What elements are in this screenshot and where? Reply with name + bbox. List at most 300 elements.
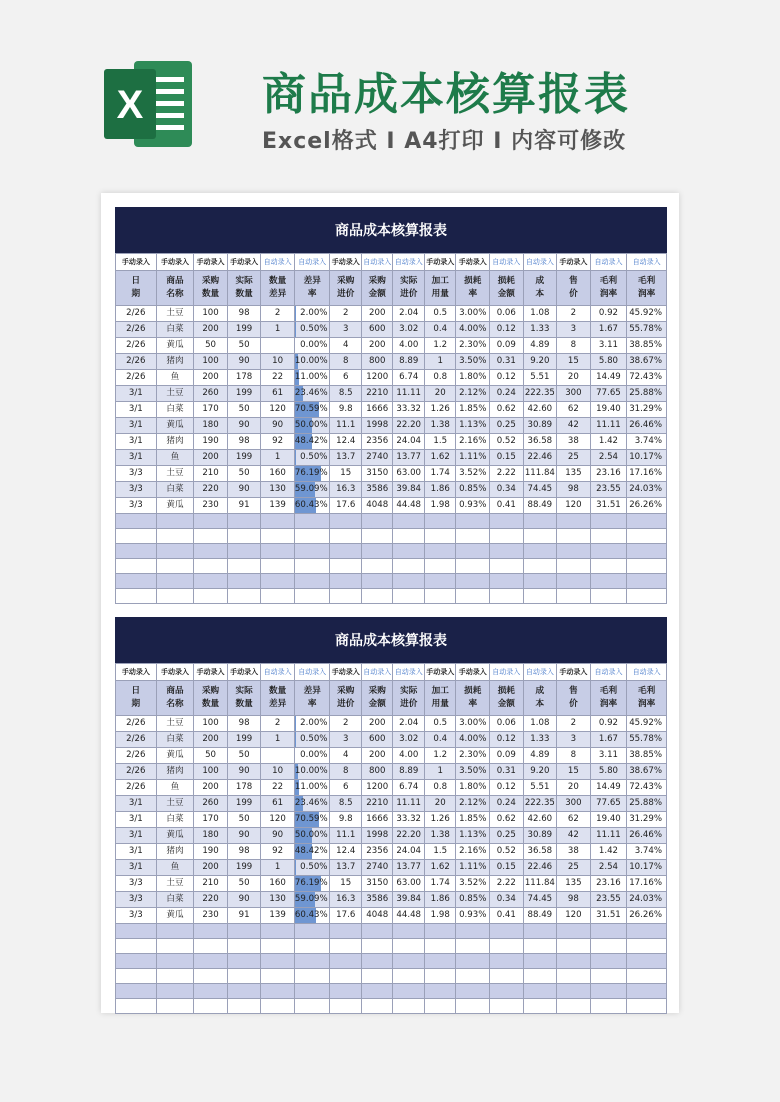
empty-cell[interactable] [456, 924, 490, 939]
empty-cell[interactable] [627, 514, 667, 529]
table-cell[interactable]: 800 [361, 764, 393, 780]
table-cell[interactable]: 22 [261, 780, 295, 796]
table-cell[interactable]: 土豆 [156, 386, 194, 402]
table-cell[interactable]: 160 [261, 466, 295, 482]
table-cell[interactable]: 90 [227, 418, 261, 434]
empty-cell[interactable] [490, 544, 524, 559]
table-cell[interactable]: 26.46% [627, 828, 667, 844]
table-cell[interactable]: 10 [261, 354, 295, 370]
table-cell[interactable]: 26.26% [627, 908, 667, 924]
empty-cell[interactable] [294, 999, 330, 1014]
table-cell[interactable]: 88.49 [523, 908, 557, 924]
table-cell[interactable]: 3/3 [116, 482, 157, 498]
empty-cell[interactable] [424, 514, 456, 529]
table-cell[interactable]: 2.30% [456, 338, 490, 354]
table-cell[interactable]: 0.5 [424, 306, 456, 322]
table-cell[interactable]: 3/1 [116, 450, 157, 466]
table-cell[interactable]: 0.8 [424, 370, 456, 386]
table-cell[interactable]: 2.22 [490, 466, 524, 482]
table-cell[interactable]: 1998 [361, 418, 393, 434]
empty-cell[interactable] [294, 529, 330, 544]
table-cell[interactable]: 23.55 [590, 482, 627, 498]
empty-cell[interactable] [490, 574, 524, 589]
empty-row[interactable] [116, 999, 667, 1014]
table-cell[interactable]: 31.29% [627, 402, 667, 418]
empty-cell[interactable] [424, 544, 456, 559]
table-cell[interactable]: 鱼 [156, 370, 194, 386]
table-cell[interactable]: 17.6 [330, 498, 362, 514]
table-row[interactable] [116, 828, 667, 844]
empty-cell[interactable] [156, 969, 194, 984]
empty-cell[interactable] [116, 514, 157, 529]
table-cell[interactable]: 2.12% [456, 796, 490, 812]
empty-cell[interactable] [627, 939, 667, 954]
empty-row[interactable] [116, 574, 667, 589]
empty-row[interactable] [116, 589, 667, 604]
empty-cell[interactable] [294, 954, 330, 969]
table-cell[interactable]: 42 [557, 828, 591, 844]
table-cell[interactable]: 3.00% [456, 716, 490, 732]
empty-cell[interactable] [194, 924, 228, 939]
empty-cell[interactable] [156, 999, 194, 1014]
table-cell[interactable]: 14.49 [590, 370, 627, 386]
empty-cell[interactable] [361, 924, 393, 939]
table-cell[interactable]: 220 [194, 482, 228, 498]
table-cell[interactable]: 111.84 [523, 466, 557, 482]
diff-rate-cell[interactable] [294, 892, 330, 908]
table-cell[interactable]: 600 [361, 322, 393, 338]
empty-cell[interactable] [456, 939, 490, 954]
table-cell[interactable]: 0.62 [490, 812, 524, 828]
empty-cell[interactable] [116, 969, 157, 984]
table-cell[interactable]: 199 [227, 860, 261, 876]
table-cell[interactable]: 2 [557, 716, 591, 732]
empty-cell[interactable] [156, 939, 194, 954]
table-cell[interactable]: 1666 [361, 812, 393, 828]
table-cell[interactable]: 200 [361, 748, 393, 764]
table-cell[interactable]: 3/1 [116, 812, 157, 828]
empty-cell[interactable] [330, 924, 362, 939]
table-cell[interactable]: 11.11 [393, 386, 425, 402]
empty-cell[interactable] [227, 984, 261, 999]
table-cell[interactable]: 1.74 [424, 876, 456, 892]
empty-cell[interactable] [261, 984, 295, 999]
empty-cell[interactable] [424, 939, 456, 954]
table-cell[interactable]: 90 [227, 482, 261, 498]
empty-cell[interactable] [490, 529, 524, 544]
table-cell[interactable]: 10.17% [627, 450, 667, 466]
empty-cell[interactable] [393, 529, 425, 544]
empty-cell[interactable] [227, 969, 261, 984]
table-cell[interactable]: 17.6 [330, 908, 362, 924]
table-row[interactable] [116, 354, 667, 370]
table-cell[interactable]: 22.20 [393, 828, 425, 844]
table-cell[interactable]: 100 [194, 306, 228, 322]
empty-cell[interactable] [361, 559, 393, 574]
table-cell[interactable]: 0.52 [490, 844, 524, 860]
table-cell[interactable]: 8 [557, 748, 591, 764]
empty-cell[interactable] [194, 589, 228, 604]
table-cell[interactable]: 黄瓜 [156, 748, 194, 764]
table-cell[interactable]: 3/3 [116, 876, 157, 892]
table-cell[interactable]: 4.00 [393, 748, 425, 764]
table-cell[interactable]: 1.42 [590, 434, 627, 450]
table-cell[interactable]: 200 [194, 780, 228, 796]
table-cell[interactable]: 24.04 [393, 434, 425, 450]
empty-cell[interactable] [116, 984, 157, 999]
table-cell[interactable]: 90 [227, 354, 261, 370]
empty-cell[interactable] [557, 514, 591, 529]
table-cell[interactable]: 1 [261, 450, 295, 466]
table-cell[interactable]: 92 [261, 844, 295, 860]
table-cell[interactable]: 38.85% [627, 748, 667, 764]
table-cell[interactable]: 13.77 [393, 450, 425, 466]
empty-cell[interactable] [557, 999, 591, 1014]
table-cell[interactable]: 120 [557, 498, 591, 514]
table-cell[interactable]: 130 [261, 482, 295, 498]
table-cell[interactable]: 91 [227, 908, 261, 924]
table-cell[interactable]: 黄瓜 [156, 498, 194, 514]
empty-cell[interactable] [590, 999, 627, 1014]
table-cell[interactable]: 190 [194, 434, 228, 450]
table-cell[interactable]: 22.46 [523, 450, 557, 466]
table-cell[interactable]: 1 [261, 322, 295, 338]
empty-cell[interactable] [557, 984, 591, 999]
empty-cell[interactable] [261, 574, 295, 589]
table-cell[interactable]: 0.15 [490, 450, 524, 466]
empty-cell[interactable] [490, 984, 524, 999]
empty-cell[interactable] [627, 999, 667, 1014]
table-cell[interactable]: 42.60 [523, 812, 557, 828]
empty-row[interactable] [116, 529, 667, 544]
table-cell[interactable]: 0.85% [456, 482, 490, 498]
table-cell[interactable]: 8 [557, 338, 591, 354]
table-cell[interactable]: 4.00 [393, 338, 425, 354]
table-cell[interactable]: 3.52% [456, 466, 490, 482]
table-cell[interactable]: 3.74% [627, 434, 667, 450]
empty-cell[interactable] [156, 574, 194, 589]
table-cell[interactable]: 0.12 [490, 370, 524, 386]
table-cell[interactable]: 62 [557, 402, 591, 418]
table-cell[interactable]: 3/1 [116, 796, 157, 812]
empty-cell[interactable] [294, 574, 330, 589]
table-cell[interactable]: 土豆 [156, 306, 194, 322]
table-cell[interactable]: 25 [557, 860, 591, 876]
table-cell[interactable]: 0.4 [424, 732, 456, 748]
table-cell[interactable]: 1.08 [523, 306, 557, 322]
table-row[interactable] [116, 418, 667, 434]
table-cell[interactable]: 黄瓜 [156, 418, 194, 434]
empty-cell[interactable] [227, 999, 261, 1014]
table-cell[interactable]: 3/1 [116, 844, 157, 860]
table-cell[interactable]: 50 [227, 876, 261, 892]
empty-cell[interactable] [627, 544, 667, 559]
table-cell[interactable]: 199 [227, 796, 261, 812]
empty-cell[interactable] [361, 544, 393, 559]
table-cell[interactable]: 1.42 [590, 844, 627, 860]
empty-cell[interactable] [557, 544, 591, 559]
empty-cell[interactable] [116, 544, 157, 559]
table-cell[interactable]: 1.86 [424, 482, 456, 498]
table-row[interactable] [116, 860, 667, 876]
empty-cell[interactable] [330, 559, 362, 574]
empty-cell[interactable] [361, 529, 393, 544]
table-cell[interactable]: 45.92% [627, 306, 667, 322]
empty-row[interactable] [116, 544, 667, 559]
diff-rate-cell[interactable] [294, 796, 330, 812]
table-cell[interactable]: 200 [194, 450, 228, 466]
empty-cell[interactable] [361, 514, 393, 529]
table-cell[interactable]: 25.88% [627, 796, 667, 812]
empty-cell[interactable] [456, 574, 490, 589]
empty-cell[interactable] [261, 999, 295, 1014]
table-cell[interactable]: 2740 [361, 860, 393, 876]
table-cell[interactable]: 1.33 [523, 322, 557, 338]
table-cell[interactable]: 3/1 [116, 418, 157, 434]
empty-cell[interactable] [227, 514, 261, 529]
empty-cell[interactable] [590, 529, 627, 544]
empty-cell[interactable] [627, 984, 667, 999]
table-cell[interactable]: 199 [227, 386, 261, 402]
table-cell[interactable]: 170 [194, 812, 228, 828]
table-cell[interactable]: 120 [261, 402, 295, 418]
empty-cell[interactable] [116, 589, 157, 604]
empty-cell[interactable] [627, 954, 667, 969]
diff-rate-cell[interactable] [294, 812, 330, 828]
table-cell[interactable]: 3.50% [456, 764, 490, 780]
table-cell[interactable]: 3150 [361, 876, 393, 892]
table-cell[interactable]: 2 [261, 306, 295, 322]
empty-cell[interactable] [330, 954, 362, 969]
empty-cell[interactable] [116, 529, 157, 544]
table-cell[interactable]: 黄瓜 [156, 338, 194, 354]
table-cell[interactable]: 3.50% [456, 354, 490, 370]
empty-cell[interactable] [557, 529, 591, 544]
table-cell[interactable]: 91 [227, 498, 261, 514]
table-cell[interactable]: 23.55 [590, 892, 627, 908]
table-cell[interactable]: 3 [557, 732, 591, 748]
table-cell[interactable]: 50 [227, 402, 261, 418]
table-cell[interactable]: 2.54 [590, 450, 627, 466]
table-cell[interactable]: 20 [424, 796, 456, 812]
table-cell[interactable]: 200 [361, 716, 393, 732]
table-cell[interactable]: 2.16% [456, 844, 490, 860]
empty-cell[interactable] [590, 924, 627, 939]
table-cell[interactable]: 98 [227, 716, 261, 732]
empty-cell[interactable] [523, 559, 557, 574]
table-cell[interactable]: 11.1 [330, 418, 362, 434]
empty-cell[interactable] [424, 559, 456, 574]
empty-cell[interactable] [294, 969, 330, 984]
empty-cell[interactable] [294, 544, 330, 559]
table-cell[interactable]: 200 [361, 306, 393, 322]
diff-rate-cell[interactable] [294, 732, 330, 748]
empty-cell[interactable] [361, 574, 393, 589]
table-cell[interactable]: 38 [557, 434, 591, 450]
empty-cell[interactable] [627, 529, 667, 544]
table-cell[interactable]: 1.80% [456, 370, 490, 386]
empty-cell[interactable] [116, 574, 157, 589]
table-cell[interactable]: 90 [261, 418, 295, 434]
diff-rate-cell[interactable] [294, 466, 330, 482]
table-cell[interactable]: 1.2 [424, 338, 456, 354]
table-row[interactable] [116, 498, 667, 514]
empty-cell[interactable] [590, 969, 627, 984]
table-cell[interactable]: 17.16% [627, 876, 667, 892]
table-cell[interactable]: 0.62 [490, 402, 524, 418]
table-cell[interactable]: 90 [261, 828, 295, 844]
table-cell[interactable]: 3/3 [116, 466, 157, 482]
empty-cell[interactable] [627, 924, 667, 939]
table-cell[interactable]: 62 [557, 812, 591, 828]
table-cell[interactable]: 55.78% [627, 732, 667, 748]
table-cell[interactable]: 199 [227, 732, 261, 748]
table-cell[interactable]: 100 [194, 354, 228, 370]
table-cell[interactable]: 2/26 [116, 732, 157, 748]
empty-cell[interactable] [361, 589, 393, 604]
table-cell[interactable]: 3/1 [116, 434, 157, 450]
empty-cell[interactable] [590, 574, 627, 589]
table-cell[interactable]: 3.00% [456, 306, 490, 322]
table-cell[interactable]: 200 [361, 338, 393, 354]
table-cell[interactable]: 260 [194, 796, 228, 812]
table-cell[interactable]: 0.5 [424, 716, 456, 732]
table-cell[interactable]: 22.46 [523, 860, 557, 876]
table-cell[interactable]: 白菜 [156, 402, 194, 418]
empty-cell[interactable] [523, 999, 557, 1014]
empty-cell[interactable] [557, 559, 591, 574]
table-cell[interactable]: 2.54 [590, 860, 627, 876]
table-cell[interactable]: 222.35 [523, 386, 557, 402]
empty-cell[interactable] [330, 939, 362, 954]
table-cell[interactable] [261, 338, 295, 354]
table-cell[interactable]: 210 [194, 876, 228, 892]
table-cell[interactable]: 120 [557, 908, 591, 924]
table-cell[interactable]: 土豆 [156, 876, 194, 892]
table-cell[interactable]: 1.33 [523, 732, 557, 748]
table-cell[interactable]: 1998 [361, 828, 393, 844]
table-cell[interactable]: 111.84 [523, 876, 557, 892]
table-cell[interactable]: 0.31 [490, 354, 524, 370]
table-cell[interactable]: 1.11% [456, 450, 490, 466]
table-cell[interactable]: 1.85% [456, 402, 490, 418]
table-row[interactable] [116, 306, 667, 322]
table-cell[interactable]: 1.5 [424, 844, 456, 860]
table-cell[interactable]: 33.32 [393, 812, 425, 828]
empty-cell[interactable] [424, 969, 456, 984]
table-cell[interactable]: 0.85% [456, 892, 490, 908]
empty-cell[interactable] [330, 969, 362, 984]
diff-rate-cell[interactable] [294, 450, 330, 466]
table-cell[interactable]: 0.25 [490, 418, 524, 434]
table-cell[interactable]: 11.11 [393, 796, 425, 812]
empty-cell[interactable] [523, 574, 557, 589]
table-cell[interactable]: 3/1 [116, 860, 157, 876]
empty-cell[interactable] [261, 514, 295, 529]
table-cell[interactable]: 98 [227, 844, 261, 860]
table-cell[interactable]: 178 [227, 780, 261, 796]
table-cell[interactable]: 0.12 [490, 322, 524, 338]
table-cell[interactable]: 139 [261, 908, 295, 924]
empty-cell[interactable] [227, 574, 261, 589]
table-cell[interactable]: 0.41 [490, 498, 524, 514]
empty-cell[interactable] [523, 969, 557, 984]
diff-rate-cell[interactable] [294, 386, 330, 402]
table-cell[interactable]: 180 [194, 418, 228, 434]
table-cell[interactable]: 42 [557, 418, 591, 434]
table-cell[interactable]: 22 [261, 370, 295, 386]
table-cell[interactable]: 1.74 [424, 466, 456, 482]
table-cell[interactable]: 1.62 [424, 450, 456, 466]
empty-cell[interactable] [523, 544, 557, 559]
empty-cell[interactable] [393, 984, 425, 999]
diff-rate-cell[interactable] [294, 828, 330, 844]
table-cell[interactable]: 190 [194, 844, 228, 860]
diff-rate-cell[interactable] [294, 482, 330, 498]
table-cell[interactable]: 1 [424, 764, 456, 780]
empty-cell[interactable] [194, 529, 228, 544]
table-cell[interactable]: 4.89 [523, 748, 557, 764]
table-cell[interactable]: 50 [227, 338, 261, 354]
diff-rate-cell[interactable] [294, 876, 330, 892]
table-cell[interactable]: 25 [557, 450, 591, 466]
table-cell[interactable]: 92 [261, 434, 295, 450]
table-row[interactable] [116, 386, 667, 402]
table-row[interactable] [116, 844, 667, 860]
table-cell[interactable]: 200 [194, 860, 228, 876]
table-cell[interactable]: 猪肉 [156, 434, 194, 450]
table-cell[interactable]: 31.29% [627, 812, 667, 828]
table-row[interactable] [116, 748, 667, 764]
empty-cell[interactable] [194, 574, 228, 589]
table-cell[interactable]: 20 [424, 386, 456, 402]
empty-cell[interactable] [627, 559, 667, 574]
table-row[interactable] [116, 764, 667, 780]
table-cell[interactable]: 1.26 [424, 402, 456, 418]
table-cell[interactable]: 9.8 [330, 812, 362, 828]
table-cell[interactable]: 2.04 [393, 716, 425, 732]
empty-cell[interactable] [194, 969, 228, 984]
table-cell[interactable]: 3586 [361, 892, 393, 908]
table-cell[interactable]: 19.40 [590, 812, 627, 828]
table-row[interactable] [116, 338, 667, 354]
table-cell[interactable]: 猪肉 [156, 764, 194, 780]
table-cell[interactable]: 8.89 [393, 354, 425, 370]
table-cell[interactable]: 300 [557, 386, 591, 402]
table-cell[interactable]: 1.67 [590, 322, 627, 338]
empty-cell[interactable] [156, 589, 194, 604]
table-row[interactable] [116, 466, 667, 482]
table-cell[interactable]: 13.7 [330, 860, 362, 876]
table-cell[interactable]: 1.38 [424, 828, 456, 844]
table-cell[interactable]: 88.49 [523, 498, 557, 514]
empty-cell[interactable] [557, 939, 591, 954]
table-cell[interactable]: 130 [261, 892, 295, 908]
empty-cell[interactable] [261, 544, 295, 559]
empty-cell[interactable] [627, 574, 667, 589]
table-cell[interactable]: 5.80 [590, 354, 627, 370]
empty-cell[interactable] [330, 514, 362, 529]
empty-cell[interactable] [590, 544, 627, 559]
empty-cell[interactable] [227, 529, 261, 544]
empty-cell[interactable] [424, 954, 456, 969]
table-cell[interactable]: 1200 [361, 370, 393, 386]
empty-cell[interactable] [156, 529, 194, 544]
table-cell[interactable]: 44.48 [393, 498, 425, 514]
table-cell[interactable]: 4048 [361, 908, 393, 924]
empty-cell[interactable] [361, 954, 393, 969]
empty-cell[interactable] [156, 924, 194, 939]
